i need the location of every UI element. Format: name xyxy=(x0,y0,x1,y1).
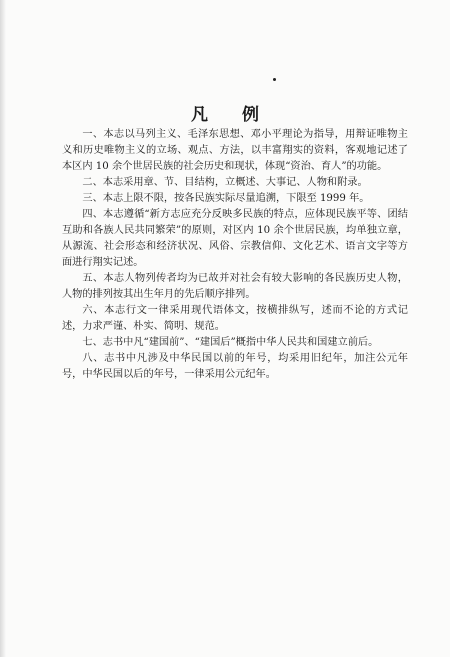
paragraph-7: 七、志书中凡“建国前”、“建国后”概指中华人民共和国建立前后。 xyxy=(82,337,379,348)
paragraph-3: 三、本志上限不限，按各民族实际尽量追溯，下限至 1999 年。 xyxy=(82,193,370,204)
paragraph-1: 一、本志以马列主义、毛泽东思想、邓小平理论为指导，用辩证唯物主义和历史唯物主义的立场、观点、方法，以丰富翔实的资料，客观地记述了本区内 10 余个世居民族的社会历史和现状，体现“资治、育人”的功能。 xyxy=(62,129,408,172)
document-body xyxy=(62,127,408,383)
paragraph-6: 六、本志行文一律采用现代语体文，按横排纵写，述而不论的方式记述，力求严谨、朴实、简明、规范。 xyxy=(62,305,408,332)
scan-edge-shadow xyxy=(0,0,6,657)
paragraph-2: 二、本志采用章、节、目结构，立概述、大事记、人物和附录。 xyxy=(82,177,368,188)
paragraph-8: 八、志书中凡涉及中华民国以前的年号，均采用旧纪年，加注公元年号，中华民国以后的年号，一律采用公元纪年。 xyxy=(62,353,408,380)
paragraph-4: 四、本志遵循“新方志应充分反映多民族的特点，应体现民族平等、团结互助和各族人民共同繁荣”的原则，对区内 10 余个世居民族，均单独立章，从源流、社会形态和经济状况、风俗、宗教信仰、文化艺术、语言文字等方面进行翔实记述。 xyxy=(62,209,408,268)
paragraph-5: 五、本志人物列传者均为已故并对社会有较大影响的各民族历史人物，人物的排列按其出生年月的先后顺序排列。 xyxy=(62,273,408,300)
ink-dot-mark xyxy=(273,78,276,81)
page-title: 凡 例 xyxy=(191,105,273,126)
